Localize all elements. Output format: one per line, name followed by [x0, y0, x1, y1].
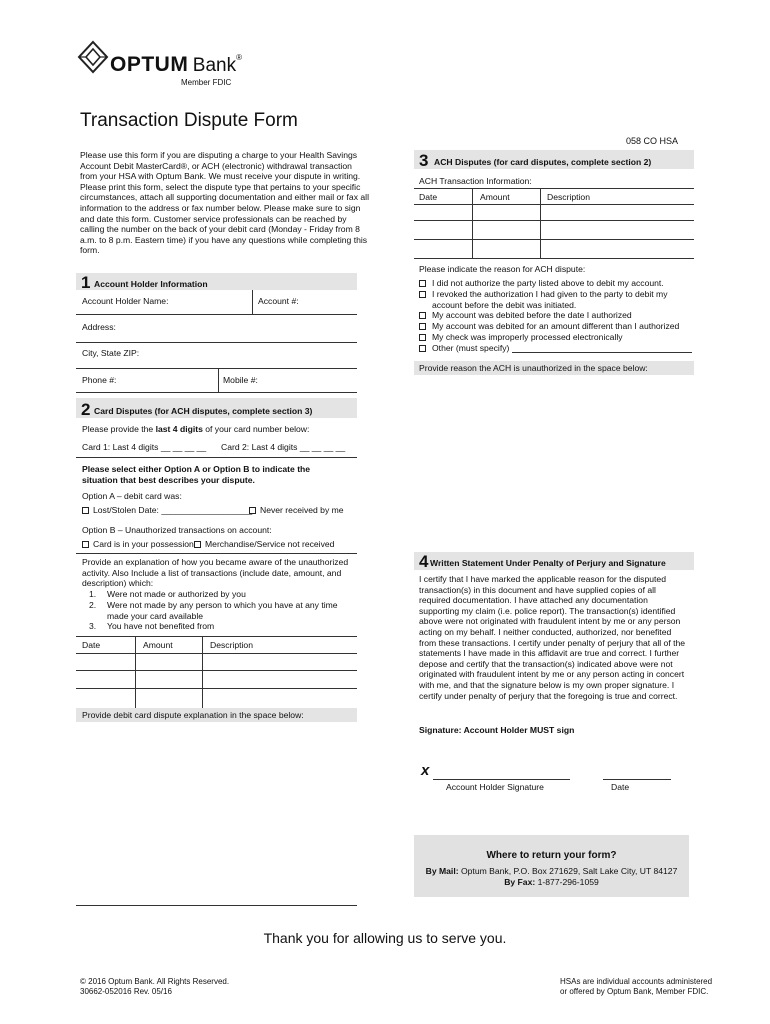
checkbox-icon[interactable] — [82, 507, 89, 514]
col-date: Date — [82, 640, 101, 650]
checkbox-icon[interactable] — [194, 541, 201, 548]
return-mail: By Mail: Optum Bank, P.O. Box 271629, Salt Lake City, UT 84127 — [425, 866, 678, 876]
reason-option-6[interactable]: Other (must specify) — [419, 343, 689, 354]
other-specify-line[interactable] — [512, 352, 692, 353]
reason-option-2[interactable]: I revoked the authorization I had given to the party to debit my account before the debit was initiated. — [419, 289, 684, 310]
table-row[interactable] — [414, 204, 694, 220]
table-row[interactable] — [76, 670, 357, 688]
section2-number: 2 — [81, 400, 91, 419]
copyright-text: © 2016 Optum Bank. All Rights Reserved. — [80, 977, 230, 986]
ach-col-description: Description — [547, 192, 590, 202]
date-label: Date — [611, 782, 630, 792]
ach-reason-title: Please indicate the reason for ACH dispute: — [419, 264, 586, 274]
signature-x-icon: x — [421, 762, 430, 779]
table-row[interactable] — [414, 239, 694, 258]
checkbox-icon[interactable] — [419, 312, 426, 319]
logo-brand: OPTUM — [110, 53, 189, 76]
reason-option-3[interactable]: My account was debited before the date I authorized — [419, 310, 689, 321]
section3-number: 3 — [419, 151, 429, 170]
table-row[interactable] — [76, 653, 357, 670]
reason-option-1[interactable]: I did not authorize the party listed above to debit my account. — [419, 278, 689, 289]
signature-title: Signature: Account Holder MUST sign — [419, 725, 575, 735]
hsa-disclaimer-1: HSAs are individual accounts administered — [560, 977, 713, 986]
account-holder-name-label[interactable]: Account Holder Name: — [82, 296, 169, 306]
explanation-title: Provide an explanation of how you became aware of the unauthorized activity. Also Include a list of transactions (include date, amount, and description) which: — [82, 557, 349, 589]
never-received-option[interactable]: Never received by me — [249, 505, 344, 516]
checkbox-icon[interactable] — [419, 345, 426, 352]
explanation-item-1: 1. Were not made or authorized by you — [89, 589, 246, 599]
section1-number: 1 — [81, 273, 91, 292]
ach-col-amount: Amount — [480, 192, 510, 202]
checkbox-icon[interactable] — [419, 291, 426, 298]
perjury-statement: I certify that I have marked the applicable reason for the disputed transaction(s) in this document and have supplied copies of all required documentation. I have attached any documentation supporting my claim (i.e. police report). The transaction(s) identified above were not originated with fraudulent intent by me or any person acting on my behalf. I neither conducted, authorized, nor benefited from these transactions. I certify under penalty of perjury that all of the statements I have made in this affidavit are true and correct. I further depose and certify that the transaction(s) indicated above were not originated with fraudulent intent by me or any person acting in concert with me, and that the signature below is my own proper signature. I certify under penalty of perjury that the foregoing is true and correct. — [419, 574, 686, 701]
intro-text: Please use this form if you are disputing a charge to your Health Savings Account Debit MasterCard®, or ACH (electronic) withdrawal transaction from your HSA with Optum Bank. We must receive your dispute in writing. Please print this form, select the dispute type that pertains to your specific circumstances, attach all supporting documentation and either mail or fax all information to the address or fax number below. Please make sure to sign and date this form. Customer service professionals can be reached by calling the number on the back of your debit card (Monday - Friday from 8 a.m. to 8 p.m. Eastern time) if you have any questions while completing this form. — [80, 150, 369, 256]
date-line[interactable] — [603, 779, 671, 780]
phone-label[interactable]: Phone #: — [82, 375, 117, 385]
signature-line[interactable] — [433, 779, 570, 780]
account-number-label[interactable]: Account #: — [258, 296, 299, 306]
card-provide-text: Please provide the last 4 digits of your card number below: — [82, 424, 310, 434]
lost-stolen-option[interactable]: Lost/Stolen Date: ___________________ — [82, 505, 252, 516]
ach-footer-text: Provide reason the ACH is unauthorized in the space below: — [419, 363, 648, 373]
logo — [76, 40, 256, 90]
checkbox-icon[interactable] — [419, 280, 426, 287]
section2-title: Card Disputes (for ACH disputes, complete section 3) — [94, 406, 313, 416]
hsa-disclaimer-2: or offered by Optum Bank, Member FDIC. — [560, 987, 709, 996]
checkbox-icon[interactable] — [419, 323, 426, 330]
card-possession-option[interactable]: Card is in your possession — [82, 539, 194, 550]
return-fax: By Fax: 1-877-296-1059 — [504, 877, 599, 887]
checkbox-icon[interactable] — [419, 334, 426, 341]
form-revision: 30662-052016 Rev. 05/16 — [80, 987, 172, 996]
card1-digits[interactable]: Card 1: Last 4 digits __ __ __ __ — [82, 442, 207, 452]
city-state-zip-label[interactable]: City, State ZIP: — [82, 348, 140, 358]
section3-title: ACH Disputes (for card disputes, complete section 2) — [434, 157, 652, 167]
card-footer-text: Provide debit card dispute explanation in the space below: — [82, 710, 304, 720]
card-explanation-line[interactable] — [76, 905, 357, 906]
explanation-item-3: 3. You have not benefited from — [89, 621, 215, 631]
checkbox-icon[interactable] — [249, 507, 256, 514]
ach-col-date: Date — [419, 192, 438, 202]
option-a-title: Option A – debit card was: — [82, 491, 182, 501]
thank-you-text: Thank you for allowing us to serve you. — [263, 930, 507, 946]
section4-number: 4 — [419, 552, 429, 571]
optum-logo-icon — [76, 40, 110, 74]
merchandise-option[interactable]: Merchandise/Service not received — [194, 539, 334, 550]
reason-option-5[interactable]: My check was improperly processed electronically — [419, 332, 689, 343]
section4-title: Written Statement Under Penalty of Perjury and Signature — [430, 558, 666, 568]
explanation-item-2: 2. Were not made by any person to which you have at any time made your card available — [89, 600, 338, 621]
mobile-label[interactable]: Mobile #: — [223, 375, 258, 385]
option-select-text: Please select either Option A or Option B to indicate the situation that best describes your dispute. — [82, 464, 311, 485]
section1-title: Account Holder Information — [94, 279, 208, 289]
logo-bank: Bank — [192, 55, 237, 76]
ach-info-label: ACH Transaction Information: — [419, 176, 532, 186]
signature-label: Account Holder Signature — [446, 782, 544, 792]
checkbox-icon[interactable] — [82, 541, 89, 548]
col-description: Description — [210, 640, 253, 650]
reason-option-4[interactable]: My account was debited for an amount different than I authorized — [419, 321, 694, 332]
table-row[interactable] — [414, 220, 694, 239]
option-b-title: Option B – Unauthorized transactions on account: — [82, 525, 272, 535]
form-code: 058 CO HSA — [626, 136, 679, 146]
card2-digits[interactable]: Card 2: Last 4 digits __ __ __ __ — [221, 442, 346, 452]
member-fdic: Member FDIC — [181, 78, 232, 87]
form-title: Transaction Dispute Form — [80, 110, 298, 131]
logo-reg: ® — [236, 53, 242, 62]
table-row[interactable] — [76, 688, 357, 708]
col-amount: Amount — [143, 640, 173, 650]
address-label[interactable]: Address: — [82, 322, 116, 332]
return-title: Where to return your form? — [486, 850, 617, 861]
